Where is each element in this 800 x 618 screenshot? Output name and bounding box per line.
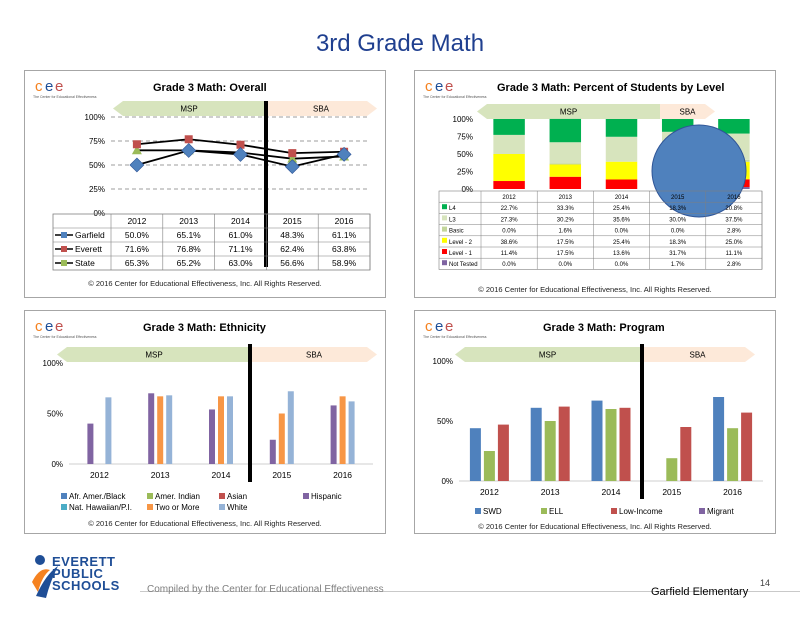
legend-marker	[61, 504, 67, 510]
stacked-bar-segment	[493, 154, 524, 181]
stacked-bar-segment	[606, 179, 637, 189]
copyright-text: © 2016 Center for Educational Effectiveness, Inc. All Rights Reserved.	[88, 279, 322, 288]
table-cell-value: 76.8%	[176, 244, 201, 254]
legend-label: Asian	[227, 492, 248, 501]
stacked-bar-segment	[550, 165, 581, 177]
chart-title: Grade 3 Math: Program	[543, 322, 665, 334]
bar	[741, 413, 752, 481]
stacked-bar-segment	[606, 162, 637, 180]
overall-chart	[25, 71, 385, 297]
table-cell-value: 50.0%	[124, 230, 149, 240]
legend-marker	[541, 508, 547, 514]
table-cell-value: 20.8%	[725, 206, 743, 213]
chart-title: Grade 3 Math: Percent of Students by Level	[497, 82, 725, 94]
y-tick-label: 100%	[452, 115, 473, 124]
bar	[559, 407, 570, 481]
table-cell-value: 56.6%	[280, 258, 305, 268]
bar	[620, 408, 631, 481]
ethnicity-chart-panel	[24, 310, 386, 534]
chart-title: Grade 3 Math: Overall	[153, 82, 267, 94]
legend-label: White	[227, 503, 248, 512]
y-tick-label: 0%	[461, 185, 473, 194]
table-cell-value: 18.3%	[669, 206, 687, 213]
levels-chart-panel	[414, 70, 776, 298]
overall-chart-panel	[24, 70, 386, 298]
y-tick-label: 100%	[84, 113, 105, 122]
bar	[349, 401, 355, 464]
cee-logo-letter: c	[425, 318, 433, 335]
table-cell-value: 65.2%	[176, 258, 201, 268]
table-cell-value: 2.8%	[727, 262, 741, 269]
legend-marker	[219, 493, 225, 499]
cee-logo-letter: e	[45, 318, 54, 335]
table-cell-value: 37.5%	[725, 217, 743, 224]
district-line-2: PUBLIC	[52, 566, 104, 581]
bar	[498, 425, 509, 481]
table-cell-value: 62.4%	[280, 244, 305, 254]
stacked-bar-segment	[550, 119, 581, 142]
legend-label: Migrant	[707, 507, 734, 516]
legend-label: Level - 1	[449, 251, 473, 257]
y-tick-label: 25%	[88, 185, 105, 194]
legend-label: Low-Income	[619, 507, 663, 516]
x-category-label: 2015	[671, 195, 685, 201]
y-tick-label: 75%	[456, 132, 473, 142]
bar	[713, 397, 724, 481]
legend-marker	[303, 493, 309, 499]
sba-label: SBA	[679, 107, 696, 117]
table-cell-value: 11.4%	[500, 251, 518, 257]
legend-label: ELL	[549, 507, 564, 516]
table-cell-value: 38.6%	[500, 239, 518, 246]
table-cell-value: 22.7%	[500, 206, 518, 213]
legend-marker	[61, 260, 67, 266]
legend-marker	[442, 238, 447, 243]
table-cell-value: 71.6%	[124, 244, 149, 254]
legend-label: Hispanic	[311, 492, 342, 501]
legend-marker	[61, 246, 67, 252]
x-category-label: 2015	[662, 487, 682, 497]
table-cell-value: 63.8%	[332, 244, 357, 254]
bar	[148, 393, 154, 464]
table-cell-value: 71.1%	[228, 244, 253, 254]
bar	[270, 440, 276, 464]
bar	[340, 396, 346, 464]
cee-logo-letter: e	[55, 78, 64, 95]
bar	[470, 428, 481, 481]
copyright-text: © 2016 Center for Educational Effectiveness, Inc. All Rights Reserved.	[478, 285, 712, 294]
copyright-text: © 2016 Center for Educational Effectiveness, Inc. All Rights Reserved.	[478, 522, 712, 531]
table-cell-value: 31.7%	[669, 251, 687, 257]
bar	[218, 396, 224, 464]
y-tick-label: 50%	[436, 417, 453, 426]
legend-marker	[442, 249, 447, 254]
x-category-label: 2016	[727, 195, 741, 201]
legend-label: SWD	[483, 507, 502, 516]
sba-label: SBA	[305, 350, 323, 360]
program-chart-panel	[414, 310, 776, 534]
bar	[727, 428, 738, 481]
y-tick-label: 100%	[432, 357, 453, 366]
y-tick-label: 25%	[456, 167, 473, 177]
x-category-label: 2012	[127, 216, 147, 226]
legend-marker	[475, 508, 481, 514]
data-point-garfield	[285, 160, 299, 174]
cee-logo-letter: c	[35, 318, 43, 335]
bar	[227, 396, 233, 464]
x-category-label: 2012	[89, 470, 109, 480]
legend-label: State	[75, 258, 95, 268]
table-cell-value: 0.0%	[614, 228, 629, 235]
x-category-label: 2013	[558, 195, 572, 201]
stacked-bar-segment	[606, 119, 637, 137]
legend-marker	[147, 493, 153, 499]
bar	[484, 451, 495, 481]
district-line-1: EVERETT	[52, 554, 116, 569]
table-cell-value: 25.0%	[725, 239, 743, 246]
cee-logo-letter: c	[35, 78, 43, 95]
table-cell-value: 65.1%	[176, 230, 201, 240]
y-tick-label: 50%	[456, 150, 473, 159]
legend-marker	[442, 260, 447, 265]
table-cell-value: 30.2%	[556, 217, 574, 224]
bar	[680, 427, 691, 481]
bar	[279, 414, 285, 465]
x-category-label: 2015	[282, 216, 302, 226]
sba-label: SBA	[312, 104, 330, 114]
school-name: Garfield Elementary	[651, 586, 749, 598]
bar	[157, 396, 163, 464]
legend-label: Everett	[75, 244, 102, 254]
data-point-everett	[185, 135, 193, 143]
cee-logo-subtext: The Center for Educational Effectiveness	[33, 95, 97, 99]
bar	[666, 458, 677, 481]
x-category-label: 2014	[601, 487, 621, 497]
data-point-everett	[133, 140, 141, 148]
data-point-garfield	[337, 147, 351, 161]
table-cell-value: 61.1%	[332, 230, 357, 240]
y-tick-label: 0%	[93, 209, 105, 218]
x-category-label: 2014	[614, 195, 629, 201]
table-cell-value: 1.6%	[558, 228, 573, 235]
x-category-label: 2016	[334, 216, 354, 226]
cee-logo-letter: e	[435, 78, 444, 95]
table-cell-value: 1.7%	[670, 262, 685, 269]
district-line-3: SCHOOLS	[52, 578, 120, 593]
legend-marker	[442, 227, 447, 232]
table-cell-value: 25.4%	[612, 206, 631, 213]
cee-logo-letter: e	[435, 318, 444, 335]
table-cell-value: 25.4%	[612, 239, 631, 246]
bar	[166, 395, 172, 464]
data-point-garfield	[234, 147, 248, 161]
table-cell-value: 33.3%	[556, 206, 574, 213]
bar	[331, 405, 337, 464]
compiled-by-text: Compiled by the Center for Educational Effectiveness	[147, 584, 384, 595]
table-cell-value: 0.0%	[502, 228, 516, 235]
bar	[87, 424, 93, 464]
levels-chart	[415, 71, 775, 297]
cee-logo-letter: e	[45, 78, 54, 95]
stacked-bar-segment	[550, 163, 581, 164]
msp-label: MSP	[538, 350, 557, 360]
legend-label: Level - 2	[449, 239, 473, 246]
table-cell-value: 61.0%	[228, 230, 253, 240]
y-tick-label: 50%	[46, 409, 63, 419]
x-category-label: 2016	[333, 470, 353, 480]
legend-marker	[61, 232, 67, 238]
bar	[592, 401, 603, 481]
stacked-bar-segment	[493, 135, 524, 154]
table-cell-value: 35.6%	[612, 217, 631, 224]
legend-label: Amer. Indian	[155, 492, 200, 501]
ethnicity-chart	[25, 311, 385, 533]
x-category-label: 2014	[231, 216, 250, 226]
data-point-garfield	[182, 144, 196, 158]
legend-marker	[611, 508, 617, 514]
legend-marker	[61, 493, 67, 499]
stacked-bar-segment	[550, 142, 581, 163]
overlay-oval	[652, 125, 746, 217]
table-cell-value: 27.3%	[500, 217, 518, 224]
cee-logo-subtext: The Center for Educational Effectiveness	[423, 335, 487, 339]
table-cell-value: 17.5%	[556, 251, 574, 257]
cee-logo-letter: e	[445, 318, 454, 335]
x-category-label: 2012	[479, 487, 499, 497]
table-cell-value: 13.6%	[612, 251, 631, 257]
table-cell-value: 0.0%	[558, 262, 573, 269]
chart-title: Grade 3 Math: Ethnicity	[143, 322, 266, 334]
cee-logo-letter: c	[425, 78, 433, 95]
data-point-everett	[288, 149, 296, 157]
legend-label: Two or More	[155, 503, 200, 512]
program-chart	[415, 311, 775, 533]
data-point-garfield	[130, 158, 144, 172]
msp-label: MSP	[180, 104, 198, 114]
bar	[606, 409, 617, 481]
bar	[545, 421, 556, 481]
legend-label: L4	[449, 206, 456, 213]
y-tick-label: 0%	[441, 477, 453, 486]
msp-label: MSP	[145, 350, 163, 360]
legend-label: Basic	[449, 228, 464, 235]
table-cell-value: 65.3%	[124, 258, 149, 268]
table-cell-value: 11.1%	[725, 251, 743, 257]
legend-label: Garfield	[75, 230, 105, 240]
y-tick-label: 100%	[42, 359, 63, 368]
legend-label: Nat. Hawaiian/P.I.	[69, 503, 132, 512]
table-cell-value: 58.9%	[332, 258, 357, 268]
table-cell-value: 0.0%	[670, 228, 685, 235]
legend-marker	[442, 204, 447, 209]
page-title: 3rd Grade Math	[315, 30, 485, 57]
y-tick-label: 0%	[51, 460, 63, 469]
x-category-label: 2012	[502, 195, 516, 201]
table-cell-value: 0.0%	[614, 262, 629, 269]
legend-label: Afr. Amer./Black	[69, 492, 126, 501]
stacked-bar-segment	[493, 181, 524, 189]
y-tick-label: 75%	[88, 137, 105, 146]
cee-logo-subtext: The Center for Educational Effectiveness	[33, 335, 97, 339]
page-number: 14	[760, 578, 771, 588]
y-tick-label: 50%	[88, 161, 105, 170]
x-category-label: 2016	[723, 487, 743, 497]
table-cell-value: 18.3%	[669, 239, 687, 246]
x-category-label: 2014	[211, 470, 231, 480]
bar	[531, 408, 542, 481]
cee-logo-letter: e	[445, 78, 454, 95]
table-cell-value: 17.5%	[556, 239, 574, 246]
x-category-label: 2013	[179, 216, 199, 226]
legend-marker	[442, 215, 447, 220]
x-category-label: 2015	[272, 470, 292, 480]
legend-marker	[219, 504, 225, 510]
table-cell-value: 48.3%	[280, 230, 305, 240]
legend-label: L3	[449, 217, 456, 224]
district-name	[52, 556, 120, 592]
table-cell-value: 0.0%	[502, 262, 516, 269]
legend-marker	[699, 508, 705, 514]
cee-logo-letter: e	[55, 318, 64, 335]
bar	[209, 409, 215, 464]
stacked-bar-segment	[493, 119, 524, 135]
legend-label: Not Tested	[449, 262, 478, 269]
legend-marker	[147, 504, 153, 510]
table-cell-value: 2.8%	[727, 228, 741, 235]
stacked-bar-segment	[550, 177, 581, 189]
bar	[288, 391, 294, 464]
x-category-label: 2013	[540, 487, 560, 497]
table-cell-value: 63.0%	[228, 258, 253, 268]
table-cell-value: 30.0%	[669, 217, 687, 224]
cee-logo-subtext: The Center for Educational Effectiveness	[423, 95, 487, 99]
sba-label: SBA	[689, 350, 706, 360]
msp-label: MSP	[559, 107, 578, 117]
bar	[105, 397, 111, 464]
stacked-bar-segment	[606, 137, 637, 162]
x-category-label: 2013	[150, 470, 170, 480]
copyright-text: © 2016 Center for Educational Effectiveness, Inc. All Rights Reserved.	[88, 519, 322, 528]
